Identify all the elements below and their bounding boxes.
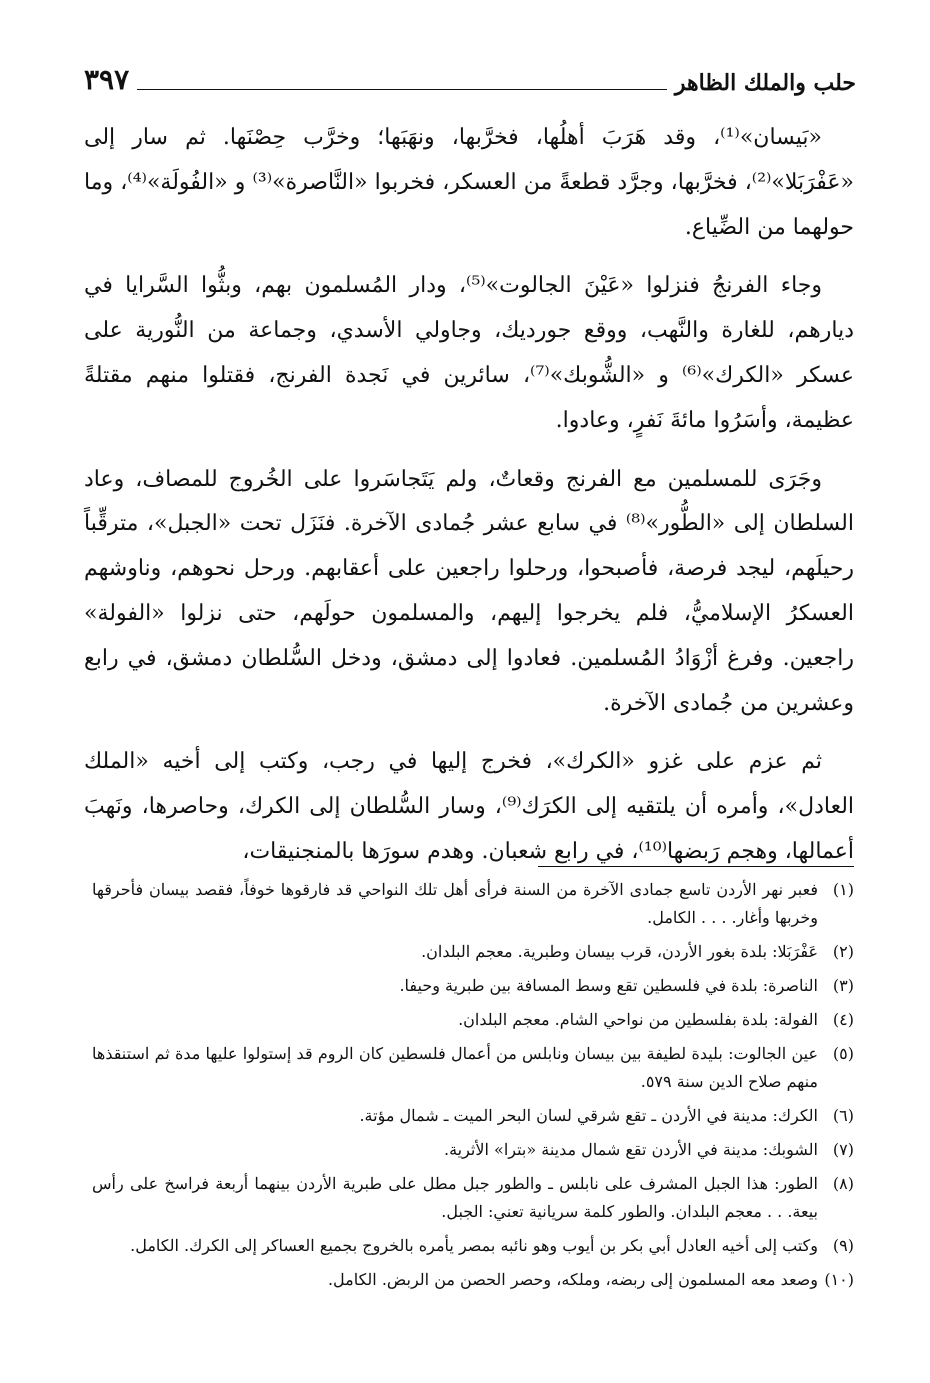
footnote-text: الكرك: مدينة في الأردن ـ تقع شرقي لسان البحر الميت ـ شمال مؤتة.	[359, 1106, 818, 1125]
footnote-number: (١٠)	[824, 1270, 854, 1289]
footnote-number: (٧)	[832, 1140, 854, 1159]
footnote	[92, 876, 854, 932]
main-text	[84, 116, 854, 889]
page-header	[84, 56, 856, 96]
paragraph: «بَيسان»⁽¹⁾، وقد هَرَبَ أهلُها، فخرَّبها، ونهَبَها؛ وخرَّب حِصْنَها. ثم سار إلى «عَفْرَبَلا»⁽²⁾، فخرَّبها، وجرَّد قطعةً من العسكر، فخربوا «النَّاصرة»⁽³⁾ و «الفُولَة»⁽⁴⁾، وما حولهما من الضِّياع.	[84, 125, 854, 240]
footnote-text: الطور: هذا الجبل المشرف على نابلس ـ والطور جبل مطل على طبرية الأردن بينهما أربعة فراسخ على رأس بيعة. . . معجم البلدان. والطور كلمة سريانية تعني: الجبل.	[92, 1174, 818, 1221]
footnote	[92, 1232, 854, 1260]
footnote-number: (٥)	[832, 1044, 854, 1063]
footnote	[92, 1266, 854, 1294]
footnote-text: عَفْرَبَلا: بلدة بغور الأردن، قرب بيسان وطبرية. معجم البلدان.	[421, 942, 818, 961]
footnote	[92, 1102, 854, 1130]
paragraph: وجَرَى للمسلمين مع الفرنج وقعاتٌ، ولم يَتَجاسَروا على الخُروج للمصاف، وعاد السلطان إلى «الطُّور»⁽⁸⁾ في سابع عشر جُمادى الآخرة. فنَزَل تحت «الجبل»، مترقِّباً رحيلَهم، ليجد فرصة، فأصبحوا، ورحلوا راجعين على أعقابهم. ورحل نحوهم، وناوشهم العسكرُ الإسلاميُّ، فلم يخرجوا إليهم، والمسلمون حولَهم، حتى نزلوا «الفولة» راجعين. وفرغ أزْوَادُ المُسلمين. فعادوا إلى دمشق، ودخل السُّلطان دمشق، في رابع وعشرين من جُمادى الآخرة.	[84, 466, 854, 716]
footnote-text: عين الجالوت: بليدة لطيفة بين بيسان ونابلس من أعمال فلسطين كان الروم قد إستولوا عليها مدة ثم استنقذها منهم صلاح الدين سنة ٥٧٩.	[92, 1044, 818, 1091]
footnote-number: (١)	[832, 880, 854, 899]
footnote	[92, 1170, 854, 1226]
footnote-text: وصعد معه المسلمون إلى ربضه، وملكه، وحصر الحصن من الربض. الكامل.	[327, 1270, 818, 1289]
page-number: ٣٩٧	[84, 63, 130, 96]
footnote	[92, 1136, 854, 1164]
header-rule	[137, 89, 667, 90]
footnote	[92, 1006, 854, 1034]
footnote-number: (٤)	[832, 1010, 854, 1029]
footnote	[92, 1040, 854, 1096]
paragraph: وجاء الفرنجُ فنزلوا «عَيْنَ الجالوت»⁽⁵⁾، ودار المُسلمون بهم، وبثُّوا السَّرايا في ديارهم، للغارة والنَّهب، ووقع جورديك، وجاولي الأسدي، وجماعة من النُّورية على عسكر «الكرك»⁽⁶⁾ و «الشُّوبك»⁽⁷⁾، سائرين في نَجدة الفرنج، فقتلوا منهم مقتلةً عظيمة، وأسَرُوا مائةَ نَفرٍ، وعادوا.	[84, 273, 854, 433]
footnotes	[92, 876, 854, 1300]
footnote-text: الفولة: بلدة بفلسطين من نواحي الشام. معجم البلدان.	[458, 1010, 818, 1029]
footnote-text: وكتب إلى أخيه العادل أبي بكر بن أيوب وهو نائبه بمصر يأمره بالخروج بجميع العساكر إلى الكرك. الكامل.	[130, 1236, 818, 1255]
running-title: حلب والملك الظاهر	[674, 70, 856, 96]
footnote-separator	[538, 866, 854, 867]
footnote	[92, 938, 854, 966]
footnote-number: (٢)	[832, 942, 854, 961]
footnote-text: فعبر نهر الأردن تاسع جمادى الآخرة من السنة فرأى أهل تلك النواحي قد فارقوها خوفاً، فقصد بيسان فأحرقها وخربها وأغار. . . . الكامل.	[92, 880, 818, 927]
footnote-text: الناصرة: بلدة في فلسطين تقع وسط المسافة بين طبرية وحيفا.	[399, 976, 818, 995]
footnote-number: (٩)	[832, 1236, 854, 1255]
paragraph: ثم عزم على غزو «الكرك»، فخرج إليها في رجب، وكتب إلى أخيه «الملك العادل»، وأمره أن يلتقيه إلى الكرَك⁽⁹⁾، وسار السُّلطان إلى الكرك، وحاصرها، ونَهبَ أعمالها، وهجم رَبضها⁽¹⁰⁾، في رابع شعبان. وهدم سورَها بالمنجنيقات،	[84, 749, 855, 864]
footnote-number: (٨)	[832, 1174, 854, 1193]
footnote-number: (٣)	[832, 976, 854, 995]
footnote	[92, 972, 854, 1000]
footnote-text: الشوبك: مدينة في الأردن تقع شمال مدينة «بترا» الأثرية.	[443, 1140, 818, 1159]
footnote-number: (٦)	[832, 1106, 854, 1125]
